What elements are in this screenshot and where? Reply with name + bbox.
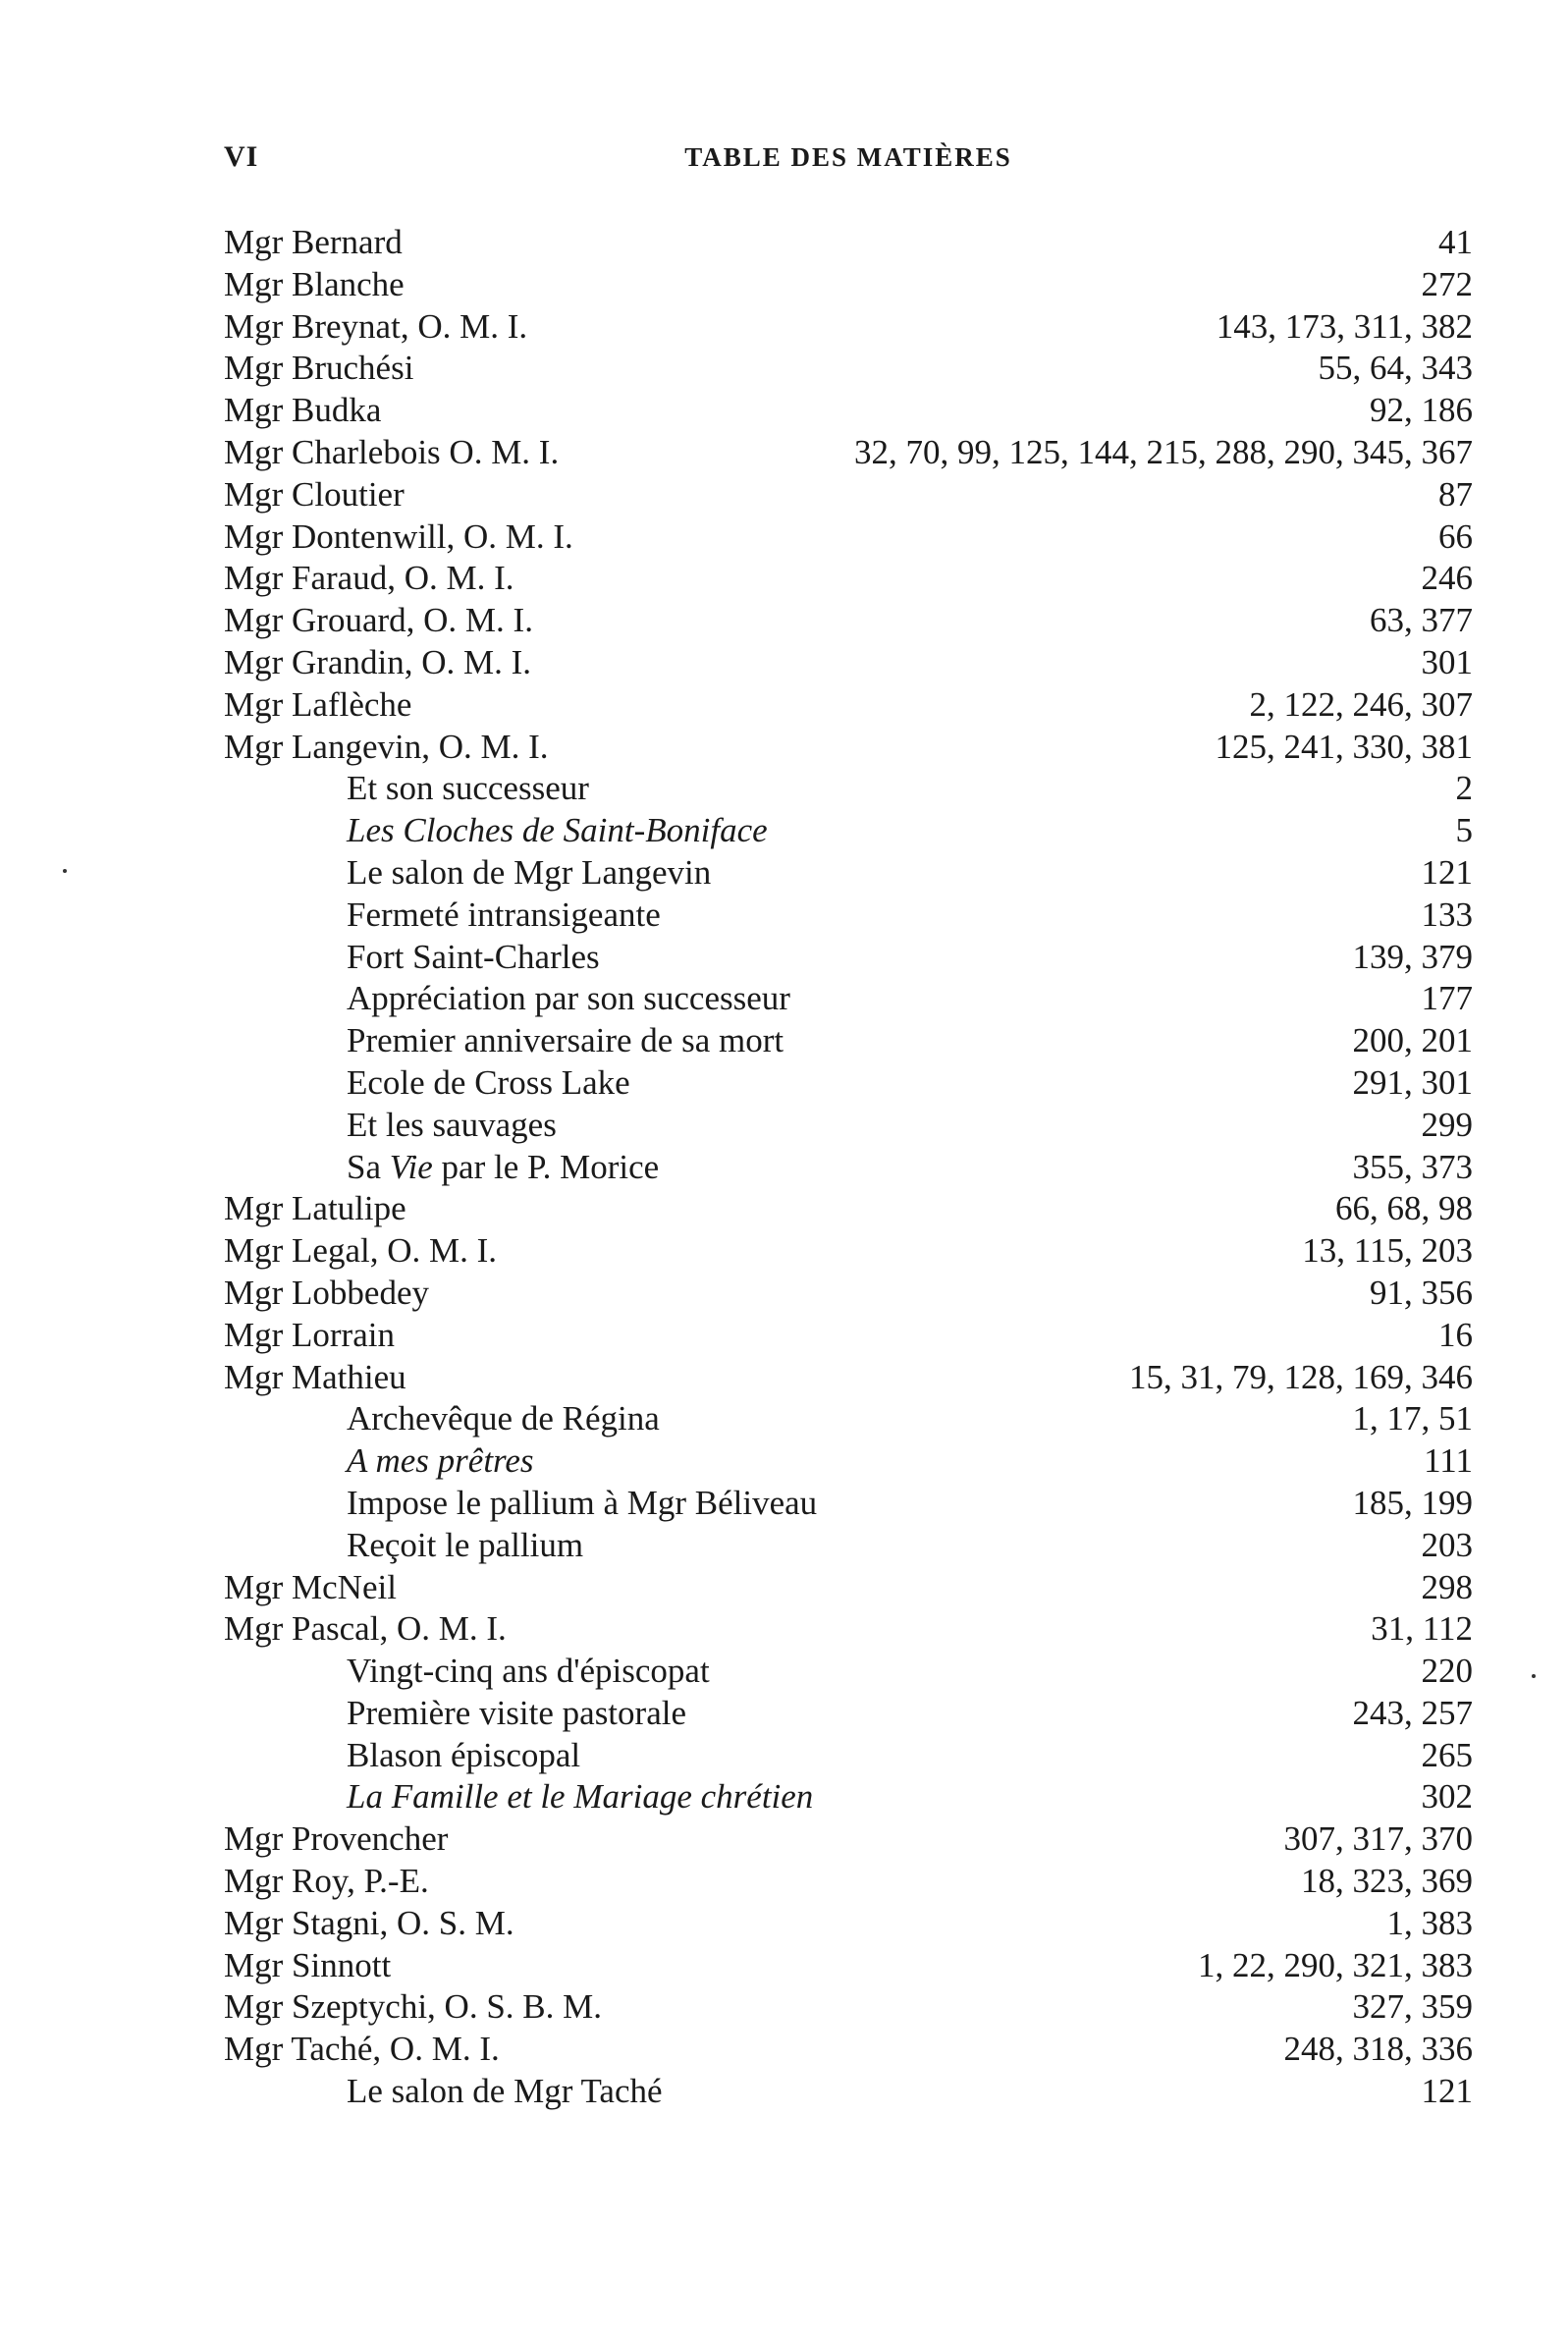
entry-pages: 1, 17, 51 bbox=[1352, 1399, 1473, 1438]
entry-pages: 5 bbox=[1455, 811, 1473, 850]
entry-pages: 125, 241, 330, 381 bbox=[1215, 727, 1473, 766]
entry-term: Le salon de Mgr Taché bbox=[347, 2072, 663, 2111]
toc-entry bbox=[224, 222, 1473, 264]
entry-term: Mgr Langevin, O. M. I. bbox=[224, 727, 549, 766]
entry-term: Et son successeur bbox=[347, 769, 589, 808]
entry-term: Mgr Cloutier bbox=[224, 474, 405, 514]
toc-subentry bbox=[224, 1440, 1473, 1483]
entry-term: Archevêque de Régina bbox=[347, 1399, 660, 1438]
toc-subentry bbox=[224, 1062, 1473, 1105]
entry-term: Mgr Laflèche bbox=[224, 684, 412, 724]
entry-term: Fermeté intransigeante bbox=[347, 895, 661, 934]
entry-pages: 2, 122, 246, 307 bbox=[1249, 684, 1473, 724]
toc-entry bbox=[224, 348, 1473, 390]
entry-pages: 302 bbox=[1421, 1777, 1473, 1817]
entry-term: Mgr McNeil bbox=[224, 1567, 397, 1606]
entry-pages: 111 bbox=[1424, 1441, 1473, 1481]
entry-pages: 121 bbox=[1421, 852, 1473, 892]
entry-pages: 203 bbox=[1421, 1525, 1473, 1564]
entry-pages: 18, 323, 369 bbox=[1301, 1862, 1473, 1901]
toc-entry bbox=[224, 1567, 1473, 1609]
entry-term: Mgr Charlebois O. M. I. bbox=[224, 432, 560, 471]
entry-pages: 121 bbox=[1421, 2072, 1473, 2111]
toc-subentry bbox=[224, 1735, 1473, 1777]
entry-term: Mgr Blanche bbox=[224, 264, 405, 303]
entry-pages: 307, 317, 370 bbox=[1283, 1819, 1473, 1859]
entry-pages: 41 bbox=[1438, 223, 1473, 261]
toc-subentry bbox=[224, 1693, 1473, 1735]
entry-term: Mgr Mathieu bbox=[224, 1357, 406, 1396]
entry-term: Mgr Faraud, O. M. I. bbox=[224, 559, 514, 598]
entry-pages: 1, 22, 290, 321, 383 bbox=[1198, 1945, 1473, 1984]
entry-pages: 63, 377 bbox=[1370, 601, 1473, 640]
entry-term: Sa Vie par le P. Morice bbox=[347, 1147, 660, 1186]
toc-subentry bbox=[224, 978, 1473, 1020]
toc-subentry bbox=[224, 810, 1473, 852]
toc-subentry bbox=[224, 1147, 1473, 1189]
entry-pages: 15, 31, 79, 128, 169, 346 bbox=[1129, 1357, 1473, 1396]
entry-pages: 13, 115, 203 bbox=[1302, 1231, 1473, 1271]
entry-term: Première visite pastorale bbox=[347, 1693, 686, 1732]
toc-subentry bbox=[224, 768, 1473, 810]
entry-pages: 31, 112 bbox=[1371, 1609, 1473, 1649]
entry-term: Reçoit le pallium bbox=[347, 1525, 584, 1564]
toc-entry bbox=[224, 1818, 1473, 1861]
entry-pages: 220 bbox=[1421, 1652, 1473, 1691]
entry-term: Mgr Legal, O. M. I. bbox=[224, 1231, 498, 1271]
toc-entry bbox=[224, 1903, 1473, 1945]
toc-subentry bbox=[224, 1651, 1473, 1693]
entry-term: Mgr Latulipe bbox=[224, 1189, 406, 1228]
entry-term: Mgr Stagni, O. S. M. bbox=[224, 1903, 514, 1942]
entry-term: Mgr Bruchési bbox=[224, 349, 414, 388]
entry-term: Mgr Grouard, O. M. I. bbox=[224, 601, 533, 640]
entry-pages: 66 bbox=[1438, 516, 1473, 556]
entry-term: Blason épiscopal bbox=[347, 1735, 581, 1774]
print-speck bbox=[63, 869, 67, 873]
toc-subentry bbox=[224, 937, 1473, 979]
entry-term: Mgr Budka bbox=[224, 391, 382, 430]
toc-entry bbox=[224, 1188, 1473, 1230]
running-title: TABLE DES MATIÈRES bbox=[684, 142, 1012, 172]
toc-subentry bbox=[224, 1776, 1473, 1818]
toc-entry bbox=[224, 1315, 1473, 1357]
entry-pages: 185, 199 bbox=[1352, 1483, 1473, 1522]
entry-term: La Famille et le Mariage chrétien bbox=[347, 1777, 814, 1817]
entry-pages: 246 bbox=[1421, 559, 1473, 598]
toc-subentry bbox=[224, 1483, 1473, 1525]
toc-entry bbox=[224, 684, 1473, 727]
entry-pages: 66, 68, 98 bbox=[1335, 1189, 1473, 1228]
toc-entry bbox=[224, 642, 1473, 684]
entry-pages: 133 bbox=[1421, 895, 1473, 934]
entry-pages: 200, 201 bbox=[1352, 1021, 1473, 1060]
toc-subentry bbox=[224, 1525, 1473, 1567]
entry-term: Mgr Breynat, O. M. I. bbox=[224, 306, 528, 346]
entry-pages: 2 bbox=[1455, 769, 1473, 808]
toc-subentry bbox=[224, 852, 1473, 895]
entry-term: Mgr Roy, P.-E. bbox=[224, 1862, 429, 1901]
entry-pages: 301 bbox=[1421, 642, 1473, 681]
entry-pages: 355, 373 bbox=[1352, 1147, 1473, 1186]
entry-pages: 16 bbox=[1438, 1315, 1473, 1354]
entry-pages: 291, 301 bbox=[1352, 1062, 1473, 1102]
toc-entry bbox=[224, 558, 1473, 600]
entry-pages: 265 bbox=[1421, 1735, 1473, 1774]
toc-subentry bbox=[224, 2071, 1473, 2113]
toc-subentry bbox=[224, 1398, 1473, 1440]
entry-pages: 177 bbox=[1421, 979, 1473, 1018]
entry-term: Vingt-cinq ans d'épiscopat bbox=[347, 1652, 710, 1691]
table-of-contents bbox=[224, 222, 1473, 2113]
entry-pages: 143, 173, 311, 382 bbox=[1216, 306, 1473, 346]
toc-entry bbox=[224, 1608, 1473, 1651]
entry-term: Appréciation par son successeur bbox=[347, 979, 790, 1018]
toc-entry bbox=[224, 516, 1473, 559]
toc-entry bbox=[224, 1986, 1473, 2029]
entry-term: Mgr Bernard bbox=[224, 223, 403, 261]
toc-entry bbox=[224, 1945, 1473, 1987]
entry-term: Fort Saint-Charles bbox=[347, 937, 600, 976]
entry-term: Le salon de Mgr Langevin bbox=[347, 852, 712, 892]
entry-pages: 91, 356 bbox=[1370, 1273, 1473, 1312]
entry-pages: 272 bbox=[1421, 264, 1473, 303]
page-number: VI bbox=[224, 140, 259, 173]
toc-entry bbox=[224, 600, 1473, 642]
entry-term: Premier anniversaire de sa mort bbox=[347, 1021, 784, 1060]
entry-term: Mgr Grandin, O. M. I. bbox=[224, 642, 532, 681]
entry-pages: 299 bbox=[1421, 1105, 1473, 1144]
print-speck bbox=[1532, 1674, 1536, 1678]
entry-pages: 248, 318, 336 bbox=[1283, 2030, 1473, 2069]
entry-term: Impose le pallium à Mgr Béliveau bbox=[347, 1483, 818, 1522]
entry-term: A mes prêtres bbox=[347, 1441, 534, 1481]
entry-term: Mgr Szeptychi, O. S. B. M. bbox=[224, 1987, 602, 2027]
entry-pages: 298 bbox=[1421, 1567, 1473, 1606]
entry-term: Mgr Taché, O. M. I. bbox=[224, 2030, 500, 2069]
entry-term: Les Cloches de Saint-Boniface bbox=[347, 811, 768, 850]
entry-term: Mgr Lorrain bbox=[224, 1315, 395, 1354]
entry-pages: 1, 383 bbox=[1386, 1903, 1473, 1942]
toc-entry bbox=[224, 432, 1473, 474]
toc-entry bbox=[224, 1357, 1473, 1399]
entry-pages: 92, 186 bbox=[1370, 391, 1473, 430]
toc-entry bbox=[224, 1273, 1473, 1315]
entry-term: Mgr Lobbedey bbox=[224, 1273, 429, 1312]
entry-term: Mgr Dontenwill, O. M. I. bbox=[224, 516, 573, 556]
toc-entry bbox=[224, 727, 1473, 769]
toc-subentry bbox=[224, 1105, 1473, 1147]
toc-entry bbox=[224, 306, 1473, 349]
toc-subentry bbox=[224, 1020, 1473, 1062]
entry-pages: 32, 70, 99, 125, 144, 215, 288, 290, 345, 367 bbox=[854, 432, 1473, 471]
toc-subentry bbox=[224, 895, 1473, 937]
entry-term: Ecole de Cross Lake bbox=[347, 1062, 630, 1102]
entry-term: Mgr Pascal, O. M. I. bbox=[224, 1609, 507, 1649]
entry-pages: 327, 359 bbox=[1352, 1987, 1473, 2027]
entry-pages: 55, 64, 343 bbox=[1318, 349, 1473, 388]
entry-term: Mgr Provencher bbox=[224, 1819, 449, 1859]
toc-entry bbox=[224, 264, 1473, 306]
entry-term: Mgr Sinnott bbox=[224, 1945, 392, 1984]
entry-pages: 139, 379 bbox=[1352, 937, 1473, 976]
entry-pages: 243, 257 bbox=[1352, 1693, 1473, 1732]
entry-pages: 87 bbox=[1438, 474, 1473, 514]
toc-entry bbox=[224, 2029, 1473, 2071]
toc-entry bbox=[224, 390, 1473, 432]
page-header bbox=[224, 140, 1473, 180]
toc-entry bbox=[224, 1230, 1473, 1273]
toc-entry bbox=[224, 1861, 1473, 1903]
entry-term: Et les sauvages bbox=[347, 1105, 557, 1144]
toc-entry bbox=[224, 474, 1473, 516]
